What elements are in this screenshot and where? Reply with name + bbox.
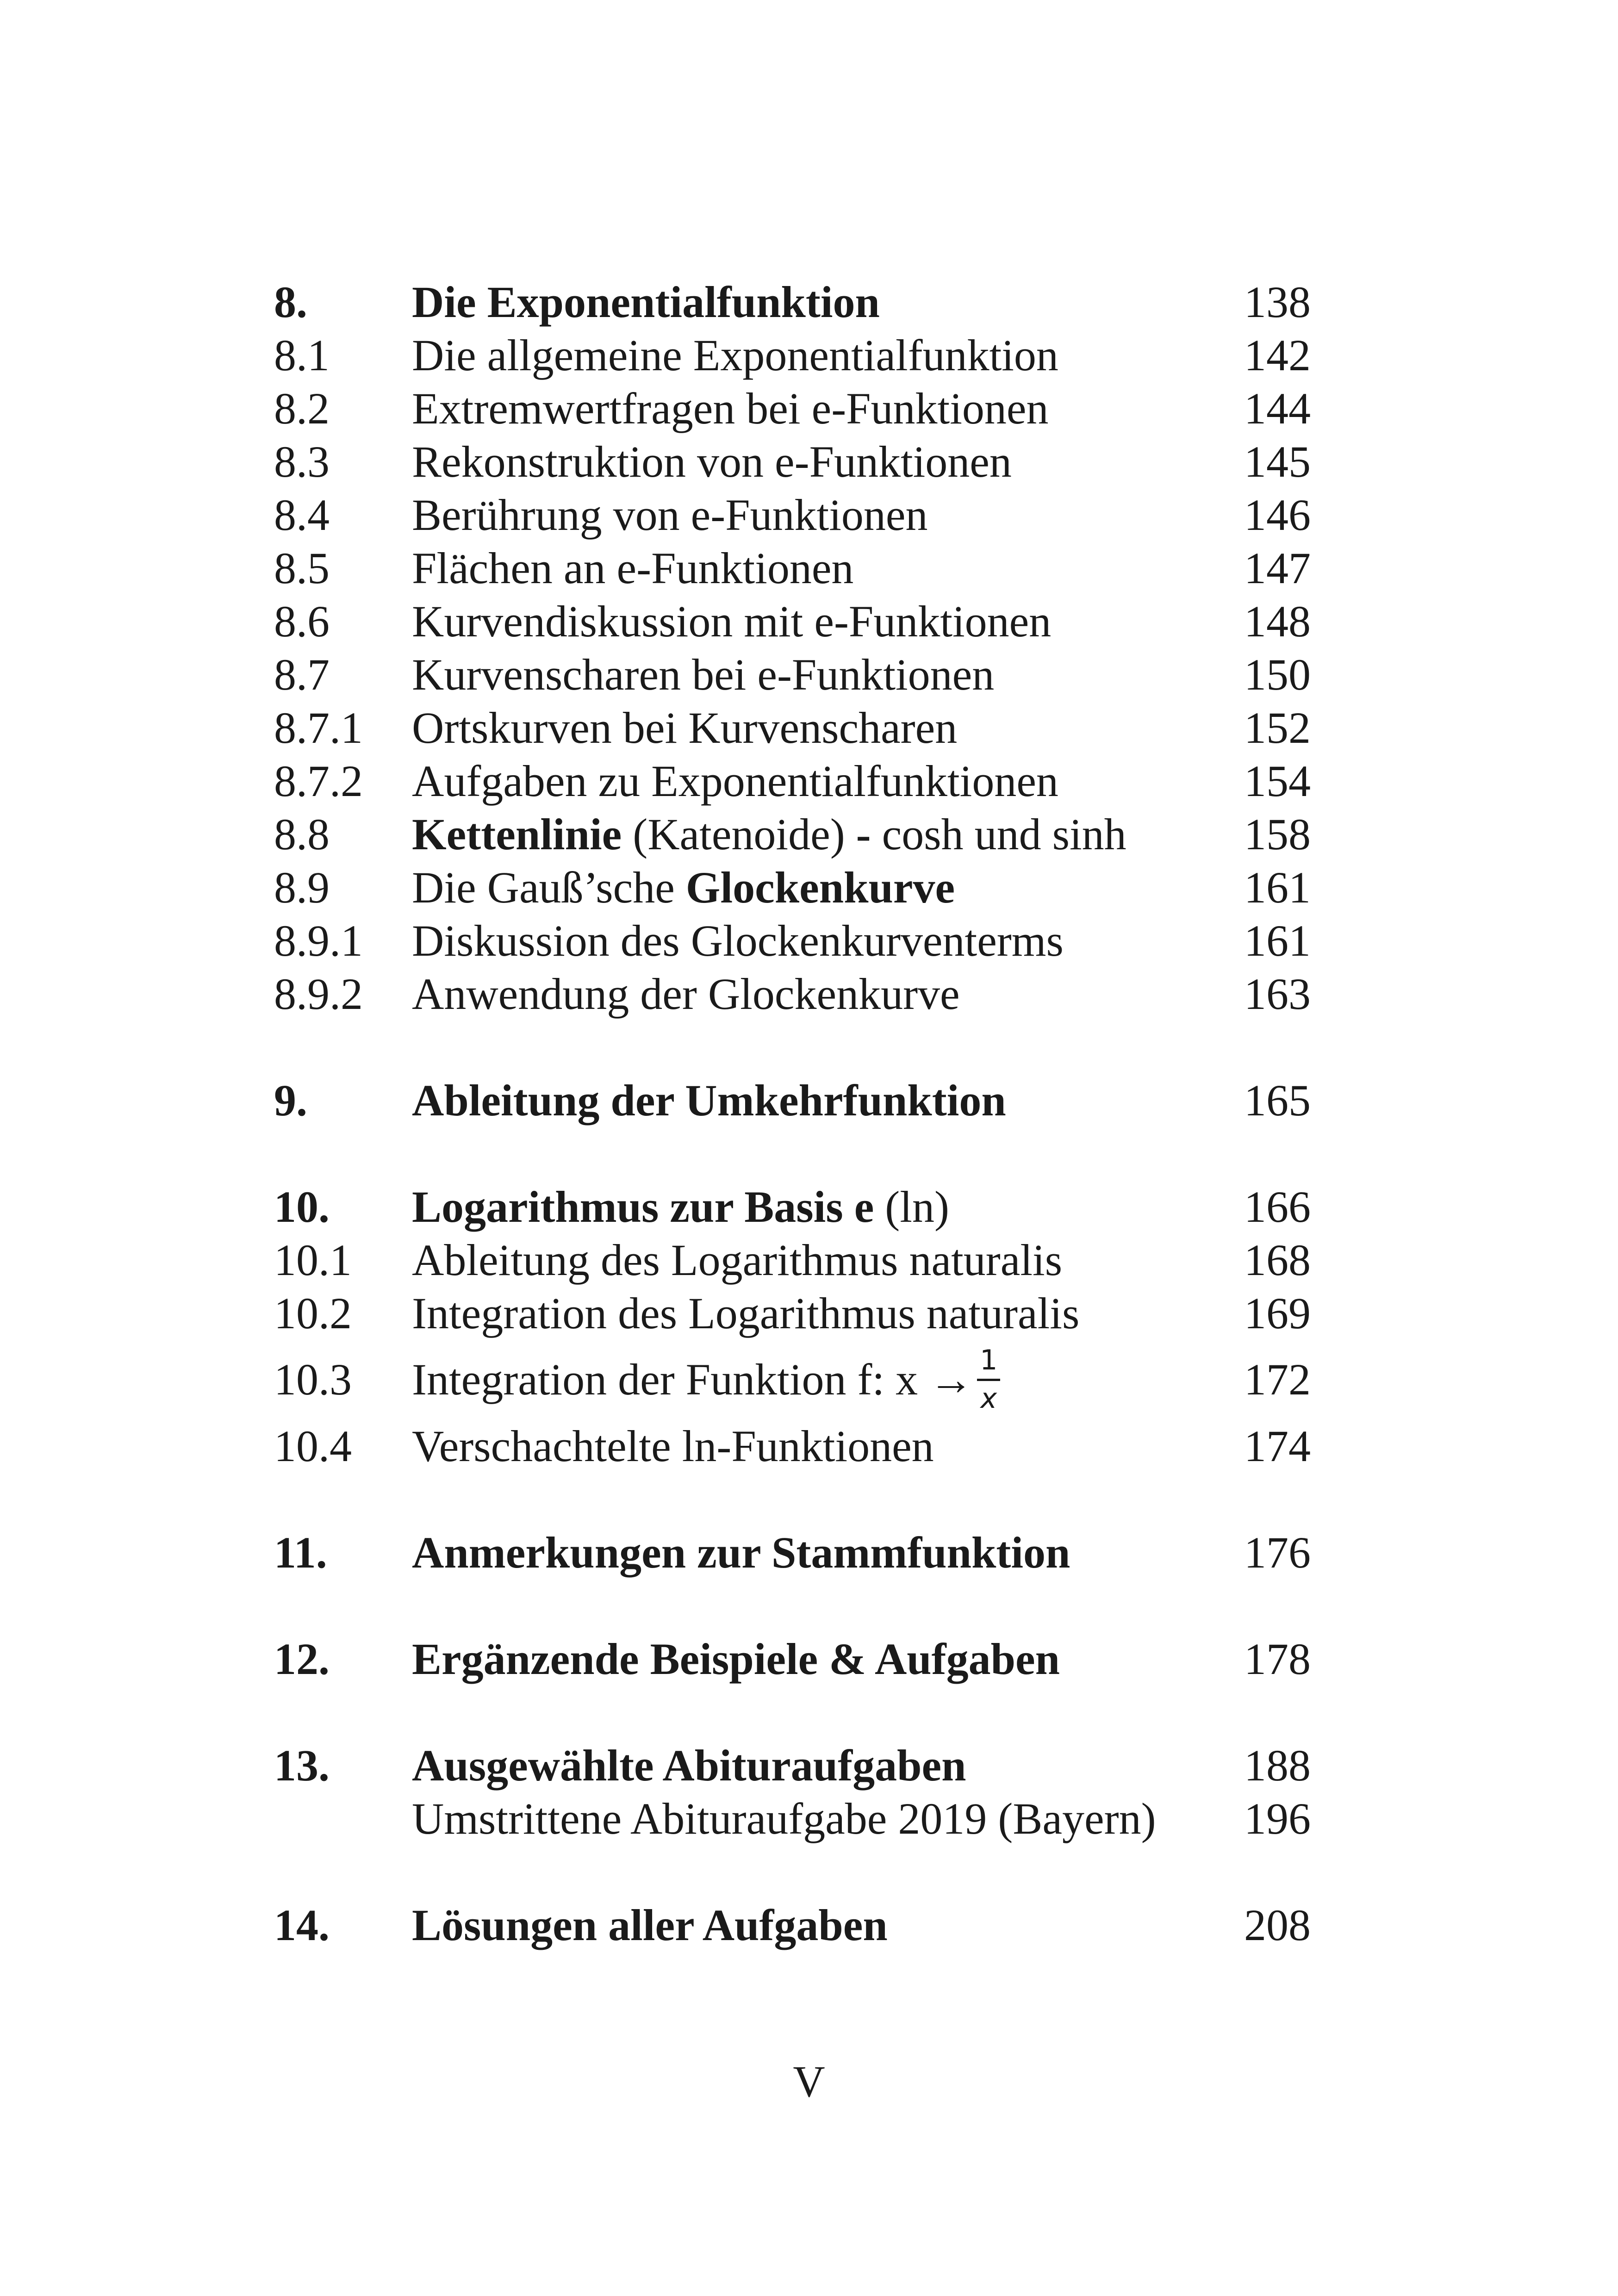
entry-page: 146 bbox=[1244, 490, 1311, 540]
toc-entry-14 bbox=[274, 1898, 1311, 1952]
entry-title: Rekonstruktion von e-Funktionen bbox=[412, 437, 1012, 486]
toc-entry-8-8 bbox=[274, 808, 1311, 861]
entry-page: 138 bbox=[1244, 277, 1311, 327]
entry-title bbox=[412, 1340, 1000, 1419]
toc-entry-13 bbox=[274, 1739, 1311, 1792]
entry-page: 148 bbox=[1244, 597, 1311, 646]
entry-title: Die allgemeine Exponentialfunktion bbox=[412, 330, 1058, 380]
fraction-denominator: x bbox=[980, 1382, 997, 1415]
toc-entry-8-7 bbox=[274, 648, 1311, 701]
entry-number: 10.1 bbox=[274, 1235, 352, 1285]
entry-page: 154 bbox=[1244, 756, 1311, 806]
toc-entry-8-9-2 bbox=[274, 967, 1311, 1020]
fraction bbox=[977, 1344, 1000, 1415]
entry-title: Umstrittene Abituraufgabe 2019 (Bayern) bbox=[412, 1794, 1156, 1843]
toc-entry-8-9 bbox=[274, 861, 1311, 914]
entry-page: 166 bbox=[1244, 1182, 1311, 1232]
entry-page: 147 bbox=[1244, 543, 1311, 593]
entry-title: Ausgewählte Abituraufgaben bbox=[412, 1741, 966, 1790]
entry-number: 8.9.2 bbox=[274, 969, 363, 1019]
toc-entry-8 bbox=[274, 275, 1311, 329]
entry-title: Berührung von e-Funktionen bbox=[412, 490, 928, 540]
fraction-numerator: 1 bbox=[977, 1346, 1000, 1381]
entry-number: 8.9.1 bbox=[274, 916, 363, 965]
entry-title: Extremwertfragen bei e-Funktionen bbox=[412, 384, 1049, 433]
toc-entry-10-4 bbox=[274, 1419, 1311, 1473]
toc-entry-8-3 bbox=[274, 435, 1311, 488]
entry-page: 168 bbox=[1244, 1235, 1311, 1285]
entry-title: Diskussion des Glockenkurventerms bbox=[412, 916, 1064, 965]
entry-title-rest: (ln) bbox=[874, 1182, 949, 1232]
entry-page: 208 bbox=[1244, 1900, 1311, 1950]
entry-title: Kurvenscharen bei e-Funktionen bbox=[412, 650, 995, 699]
entry-number: 9. bbox=[274, 1076, 307, 1125]
toc-entry-10-1 bbox=[274, 1233, 1311, 1287]
entry-title: Ableitung des Logarithmus naturalis bbox=[412, 1235, 1063, 1285]
entry-title-text: Integration der Funktion f: x → bbox=[412, 1355, 974, 1404]
entry-number: 14. bbox=[274, 1900, 330, 1950]
entry-title: Aufgaben zu Exponentialfunktionen bbox=[412, 756, 1058, 806]
entry-number: 8.9 bbox=[274, 863, 330, 912]
entry-title: Ergänzende Beispiele & Aufgaben bbox=[412, 1634, 1060, 1684]
entry-number: 8.8 bbox=[274, 809, 330, 859]
entry-title-bold: Kettenlinie bbox=[412, 809, 622, 859]
toc-entry-10-2 bbox=[274, 1287, 1311, 1340]
toc-entry-12 bbox=[274, 1632, 1311, 1686]
entry-number: 10.2 bbox=[274, 1288, 352, 1338]
toc-entry-9 bbox=[274, 1074, 1311, 1127]
entry-number: 13. bbox=[274, 1741, 330, 1790]
entry-number: 10. bbox=[274, 1182, 330, 1232]
entry-page: 176 bbox=[1244, 1528, 1311, 1577]
entry-page: 161 bbox=[1244, 916, 1311, 965]
entry-title-rest: (Katenoide) bbox=[622, 809, 856, 859]
entry-page: 163 bbox=[1244, 969, 1311, 1019]
toc-entry-8-1 bbox=[274, 329, 1311, 382]
entry-title bbox=[412, 861, 955, 914]
toc-entry-8-5 bbox=[274, 541, 1311, 595]
toc-entry-8-7-1 bbox=[274, 701, 1311, 754]
toc-entry-10 bbox=[274, 1180, 1311, 1233]
entry-title: Ableitung der Umkehrfunktion bbox=[412, 1076, 1006, 1125]
entry-title bbox=[412, 1180, 949, 1233]
entry-number: 11. bbox=[274, 1528, 327, 1577]
table-of-contents bbox=[274, 275, 1311, 1952]
toc-entry-8-4 bbox=[274, 488, 1311, 541]
entry-number: 8. bbox=[274, 277, 307, 327]
entry-number: 8.7.2 bbox=[274, 756, 363, 806]
entry-title: Anmerkungen zur Stammfunktion bbox=[412, 1528, 1070, 1577]
toc-entry-11 bbox=[274, 1526, 1311, 1579]
entry-title: Lösungen aller Aufgaben bbox=[412, 1900, 888, 1950]
entry-page: 142 bbox=[1244, 330, 1311, 380]
entry-title: Verschachtelte ln-Funktionen bbox=[412, 1421, 934, 1471]
toc-entry-8-2 bbox=[274, 382, 1311, 435]
entry-page: 165 bbox=[1244, 1076, 1311, 1125]
entry-page: 158 bbox=[1244, 809, 1311, 859]
entry-number: 10.3 bbox=[274, 1355, 352, 1404]
page-number: V bbox=[793, 2057, 825, 2106]
toc-entry-8-9-1 bbox=[274, 914, 1311, 967]
entry-number: 8.4 bbox=[274, 490, 330, 540]
entry-title bbox=[412, 808, 1126, 861]
entry-title-rest: cosh und sinh bbox=[871, 809, 1126, 859]
entry-title: Die Exponentialfunktion bbox=[412, 277, 880, 327]
toc-entry-10-3 bbox=[274, 1340, 1311, 1419]
entry-title-dash: - bbox=[856, 809, 871, 859]
entry-number: 12. bbox=[274, 1634, 330, 1684]
entry-page: 178 bbox=[1244, 1634, 1311, 1684]
entry-number: 8.1 bbox=[274, 330, 330, 380]
entry-page: 169 bbox=[1244, 1288, 1311, 1338]
entry-number: 8.7 bbox=[274, 650, 330, 699]
entry-title: Ortskurven bei Kurvenscharen bbox=[412, 703, 958, 753]
entry-number: 8.6 bbox=[274, 597, 330, 646]
entry-page: 145 bbox=[1244, 437, 1311, 486]
entry-page: 174 bbox=[1244, 1421, 1311, 1471]
entry-title-plain: Die Gauß’sche bbox=[412, 863, 686, 912]
entry-title: Flächen an e-Funktionen bbox=[412, 543, 854, 593]
entry-title: Kurvendiskussion mit e-Funktionen bbox=[412, 597, 1052, 646]
entry-number: 8.3 bbox=[274, 437, 330, 486]
entry-page: 188 bbox=[1244, 1741, 1311, 1790]
entry-page: 144 bbox=[1244, 384, 1311, 433]
entry-title-bold: Glockenkurve bbox=[685, 863, 955, 912]
toc-entry-8-7-2 bbox=[274, 754, 1311, 808]
entry-page: 196 bbox=[1244, 1794, 1311, 1843]
entry-title: Integration des Logarithmus naturalis bbox=[412, 1288, 1080, 1338]
entry-title-bold: Logarithmus zur Basis e bbox=[412, 1182, 874, 1232]
entry-page: 161 bbox=[1244, 863, 1311, 912]
toc-entry-8-6 bbox=[274, 595, 1311, 648]
entry-number: 8.7.1 bbox=[274, 703, 363, 753]
entry-page: 172 bbox=[1244, 1355, 1311, 1404]
entry-page: 152 bbox=[1244, 703, 1311, 753]
entry-number: 10.4 bbox=[274, 1421, 352, 1471]
entry-number: 8.2 bbox=[274, 384, 330, 433]
entry-page: 150 bbox=[1244, 650, 1311, 699]
entry-number: 8.5 bbox=[274, 543, 330, 593]
toc-entry-13-sub bbox=[274, 1792, 1311, 1845]
entry-title: Anwendung der Glockenkurve bbox=[412, 969, 960, 1019]
